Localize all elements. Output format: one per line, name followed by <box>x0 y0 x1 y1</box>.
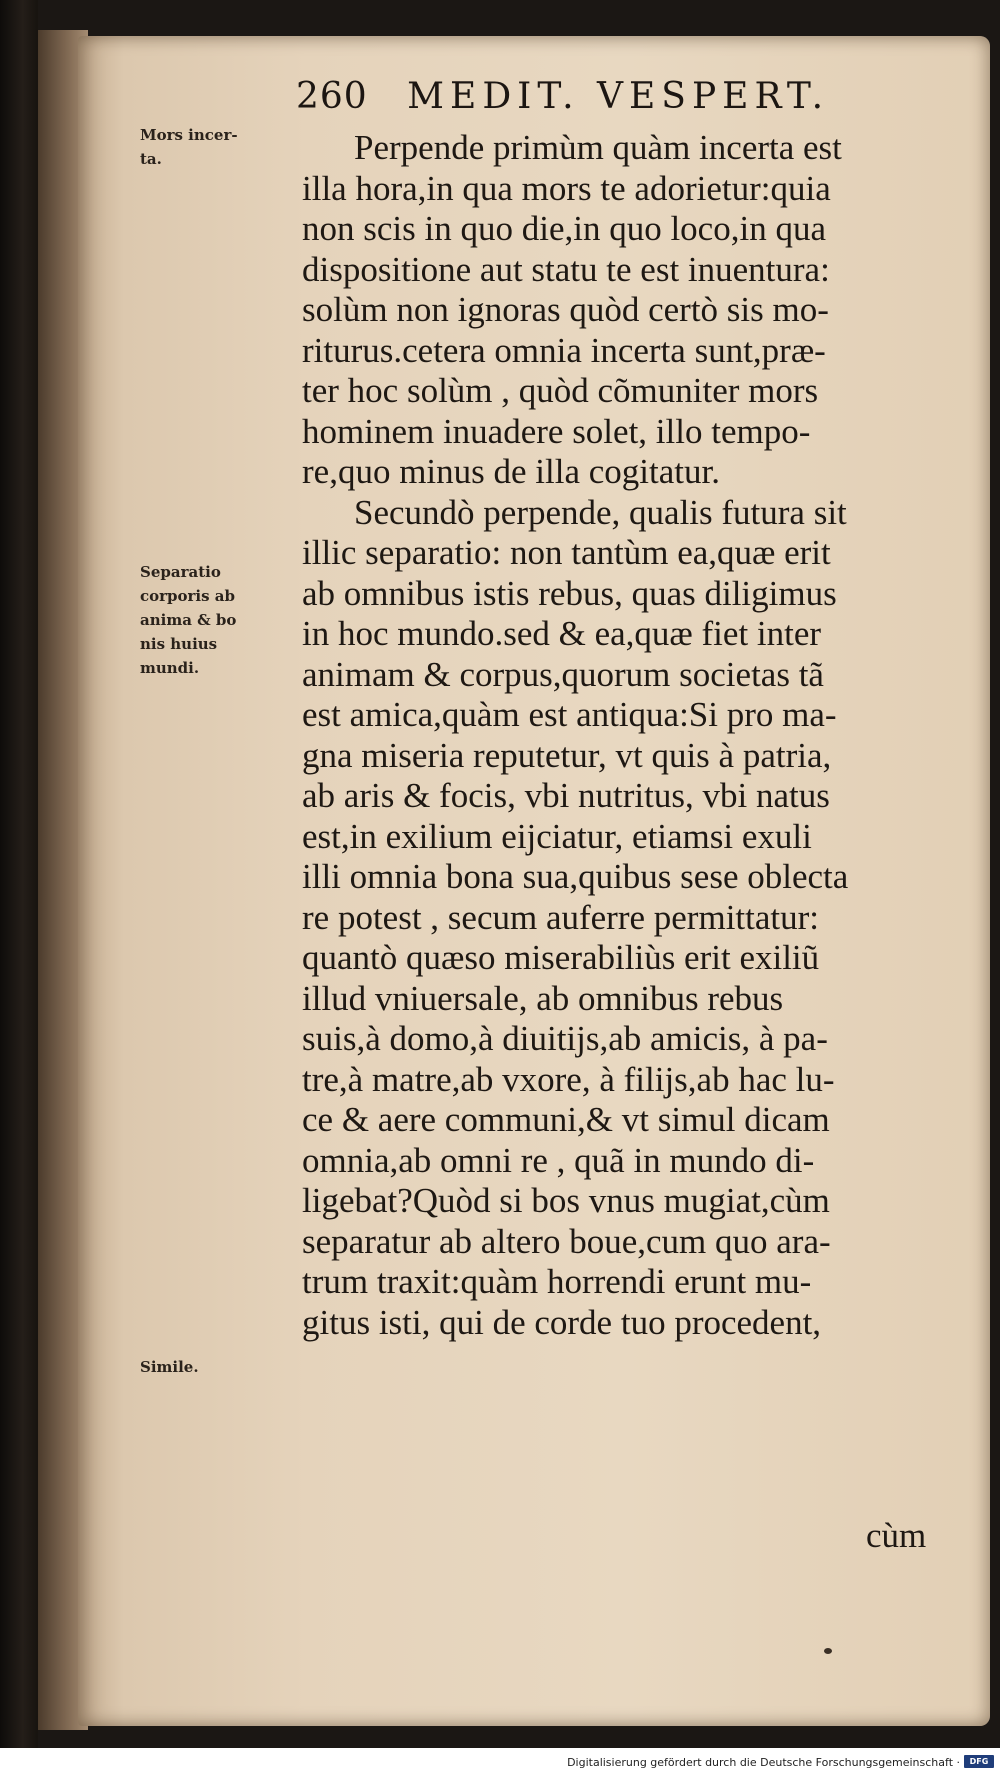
page-number: 260 <box>296 76 368 117</box>
text-line: est amica,quàm est antiqua:Si pro ma- <box>302 695 837 734</box>
digitization-footer <box>0 1748 1000 1775</box>
text-line: ter hoc solùm , quòd cõmuniter mors <box>302 371 819 410</box>
text-line: ligebat?Quòd si bos vnus mugiat,cùm <box>302 1181 830 1220</box>
text-line: in hoc mundo.sed & ea,quæ fiet inter <box>302 614 822 653</box>
text-line: omnia,ab omni re , quã in mundo di- <box>302 1140 815 1180</box>
text-line: illi omnia bona sua,quibus sese oblecta <box>302 857 849 896</box>
margin-note-separatio <box>140 560 290 680</box>
text-line: illic separatio: non tantùm ea,quæ erit <box>302 533 831 572</box>
text-line: ab omnibus istis rebus, quas diligimus <box>302 573 837 613</box>
margin-note-line: Separatio <box>140 563 221 581</box>
text-line: non scis in quo die,in quo loco,in qua <box>302 209 826 248</box>
text-line: ce & aere communi,& vt simul dicam <box>302 1100 830 1139</box>
text-line: illud vniuersale, ab omnibus rebus <box>302 978 784 1018</box>
margin-note-line: mundi. <box>140 659 200 677</box>
text-line: ab aris & focis, vbi nutritus, vbi natus <box>302 776 830 815</box>
margin-note-line: Mors incer- <box>140 126 238 144</box>
text-line: suis,à domo,à diuitijs,ab amicis, à pa- <box>302 1019 828 1058</box>
text-line: hominem inuadere solet, illo tempo- <box>302 411 811 451</box>
text-line: gna miseria reputetur, vt quis à patria, <box>302 735 832 775</box>
text-line: gitus isti, qui de corde tuo procedent, <box>302 1302 822 1342</box>
text-line: solùm non ignoras quòd certò sis mo- <box>302 290 829 329</box>
margin-note-line: Simile. <box>140 1358 199 1376</box>
body-text <box>302 128 952 1343</box>
book-spine <box>0 0 38 1775</box>
dfg-logo: DFG <box>964 1755 994 1768</box>
running-title: MEDIT. VESPERT. <box>407 76 830 117</box>
text-line: re potest , secum auferre permittatur: <box>302 897 820 937</box>
margin-note-line: corporis ab <box>140 587 236 605</box>
text-line: est,in exilium eijciatur, etiamsi exuli <box>302 816 812 856</box>
text-line: Perpende primùm quàm incerta est <box>354 128 842 167</box>
margin-note-mors-incerta <box>140 123 290 171</box>
margin-note-line: anima & bo <box>140 611 237 629</box>
margin-note-line: nis huius <box>140 635 218 653</box>
running-header <box>296 76 896 126</box>
text-line: animam & corpus,quorum societas tã <box>302 654 824 694</box>
footer-credit: Digitalisierung gefördert durch die Deutsche Forschungsgemeinschaft · <box>567 1756 960 1769</box>
text-line: riturus.cetera omnia incerta sunt,præ- <box>302 330 826 370</box>
text-line: dispositione aut statu te est inuentura: <box>302 249 830 289</box>
ink-spot <box>824 1648 832 1654</box>
text-line: tre,à matre,ab vxore, à filijs,ab hac lu- <box>302 1059 835 1099</box>
text-line: trum traxit:quàm horrendi erunt mu- <box>302 1262 812 1301</box>
margin-note-simile <box>140 1355 290 1379</box>
text-line: illa hora,in qua mors te adorietur:quia <box>302 168 831 208</box>
catchword: cùm <box>866 1516 927 1555</box>
text-line: quantò quæso miserabiliùs erit exiliũ <box>302 938 820 977</box>
text-line: separatur ab altero boue,cum quo ara- <box>302 1221 831 1261</box>
margin-note-line: ta. <box>140 150 162 168</box>
text-line: Secundò perpende, qualis futura sit <box>354 492 847 532</box>
text-line: re,quo minus de illa cogitatur. <box>302 452 720 491</box>
